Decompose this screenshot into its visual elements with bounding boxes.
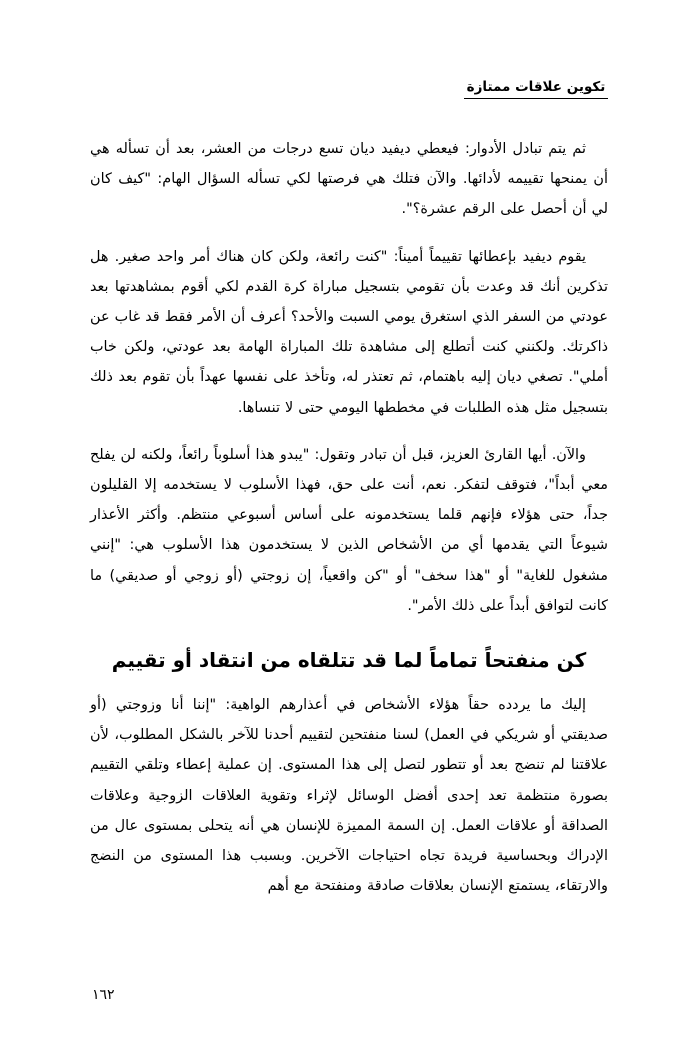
running-header	[90, 76, 608, 99]
section-heading: كن منفتحاً تماماً لما قد تتلقاه من انتقاد أو تقييم	[111, 648, 587, 673]
paragraph-1: ثم يتم تبادل الأدوار: فيعطي ديفيد ديان تسع درجات من العشر، بعد أن تسأله هي أن يمنحها تقييمه لأدائها. والآن فتلك هي فرصتها لكي تسأله السؤال الهام: "كيف كان لي أن أحصل على الرقم عشرة؟".	[90, 141, 608, 218]
paragraph-3: والآن. أيها القارئ العزيز، قبل أن تبادر وتقول: "يبدو هذا أسلوباً رائعاً، ولكنه لن يفلح معي أبداً"، فتوقف لتفكر. نعم، أنت على حق، فهذا الأسلوب لا يستخدمه إلا القليلون جداً، حتى هؤلاء فإنهم قلما يستخدمونه على أساس أسبوعي منتظم. وأكثر الأعذار شيوعاً التي يقدمها أي من الأشخاص الذين لا يستخدمون هذا الأسلوب هي: "إنني مشغول للغاية" أو "هذا سخف" أو "كن واقعياً، إن زوجتي (أو زوجي أو صديقي) ما كانت لتوافق أبداً على ذلك الأمر".	[90, 446, 608, 614]
running-header-title: تكوين علاقات ممتازة	[464, 80, 608, 99]
page-number: ١٦٢	[92, 987, 115, 1003]
page-content	[90, 134, 608, 901]
paragraph-4: إليك ما يردده حقاً هؤلاء الأشخاص في أعذارهم الواهية: "إننا أنا وزوجتي (أو صديقتي أو شريكي في العمل) لسنا منفتحين لتقييم أحدنا للآخر بالشكل المطلوب، لأن علاقتنا لم تنضج بعد أو تتطور لتصل إلى هذا المستوى. إن عملية إعطاء وتلقي التقييم بصورة منتظمة تعد إحدى أفضل الوسائل لإثراء وتقوية العلاقات الزوجية وعلاقات الصداقة أو علاقات العمل. إن السمة المميزة للإنسان هي أنه يتحلى بمستوى عال من الإدراك وبحساسية فريدة تجاه احتياجات الآخرين. وبسبب هذا المستوى من النضج والارتقاء، يستمتع الإنسان بعلاقات صادقة ومنفتحة مع أهم	[90, 697, 608, 895]
paragraph-2: يقوم ديفيد بإعطائها تقييماً أميناً: "كنت رائعة، ولكن كان هناك أمر واحد صغير. هل تذكرين أنك قد وعدت بأن تقومي بتسجيل مباراة كرة القدم لكي أقوم بمشاهدتها بعد عودتي من السفر الذي استغرق يومي السبت والأحد؟ أعرف أن الأمر فقط قد غاب عن ذاكرتك. ولكنني كنت أتطلع إلى مشاهدة تلك المباراة الهامة بعد عودتي، ولكن خاب أملي". تصغي ديان إليه باهتمام، ثم تعتذر له، وتأخذ على نفسها عهداً بأن تقوم بعد ذلك بتسجيل مثل هذه الطلبات في مخططها اليومي حتى لا تنساها.	[90, 248, 608, 416]
